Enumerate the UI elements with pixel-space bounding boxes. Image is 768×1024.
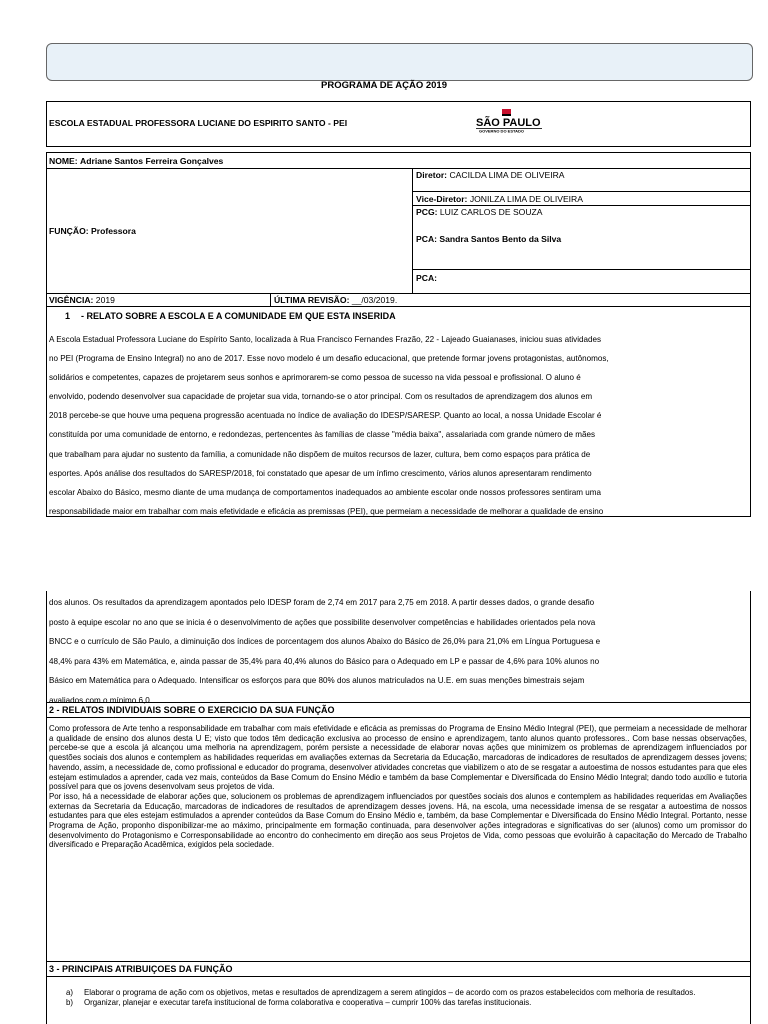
funcao-label: FUNÇÃO: [49,226,89,236]
section1-line: 2018 percebe-se que houve uma pequena progressão acentuada no índice de avaliação do IDESP/SARESP. Quanto ao local, a nossa Unidade Escolar é [49,411,602,421]
section1-line: solidários e competentes, capazes de projetarem seus sonhos e aprimorarem-se como pessoa de sucesso na vida pessoal e profissional. O aluno é [49,373,581,383]
funcao-value: Professora [91,226,136,236]
section1-line: que trabalham para ajudar no sustento da família, a comunidade não dispõem de muitos recursos de lazer, cultura, bem como espaços para prática de [49,449,591,459]
staff-pca-2 [416,273,437,283]
section2-paragraph: Por isso, há a necessidade de elaborar ações que, solucionem os problemas de aprendizagem influenciados por questões sociais dos alunos e contemplem as habilidades requeridas em Avaliações externas da Secretaria da Educação, marcadoras de indicadores de resultados de aprendizagem desses jovens. Há, na escola, uma necessidade imensa de se resgatar a autoestima de nossos estudantes para que eles estejam estimulados a aprender conteúdos da Base Comum do Ensino Médio e, também, da base Complementar e Diversificada do Ensino Médio Integral. Portanto, nesse Programa de Ação, proponho disponibilizar-me ao máximo, principalmente em formação continuada, para desenvolver ações integradoras e significativas do ser (alunos) como um promissor do desenvolvimento do Protagonismo e Corresponsabilidade ao encontro do conhecimento em direção aos seus Projetos de Vida, como pessoas que evoluirão à capacitação do Mercado de Trabalho diversificado e Preparação Acadêmica, exigidos pela sociedade. [49,791,747,850]
staff-label: Vice-Diretor: [416,194,468,204]
section1-line: envolvido, podendo desenvolver sua capacidade de projetar sua vida, tornando-se o ator principal. Com os resultados de aprendizagem dos alunos em [49,392,593,402]
revisao-field [274,295,397,305]
school-name: ESCOLA ESTADUAL PROFESSORA LUCIANE DO ESPIRITO SANTO - PEI [49,118,348,128]
staff-divider [412,269,751,270]
staff-pca [416,234,561,244]
vigencia-divider [270,293,271,307]
logo-main-text: SÃO PAULO [476,117,541,129]
section2-paragraph: Como professora de Arte tenho a responsabilidade em trabalhar com mais efetividade e eficácia as premissas do Programa de Ensino Médio Integral (PEI), que permeiam a necessidade de melhorar a qualidade de ensino dos alunos desta U E; visto que todos têm dedicação exclusiva ao processo de ensino e aprendizagem, tanto alunos quanto professores.. Com base nessas observações, percebe-se que a escola já alcançou uma melhoria na aprendizagem, porém persiste a necessidade de elaborar novas ações que minimizem os problemas de aprendizagem influenciados por questões sociais dos alunos e contemplem as habilidades requeridas em avaliações externas da Secretaria da Educação, marcadoras de indicadores de resultados de aprendizagem desses jovens; havendo, assim, a necessidade de, como profissional e educador do programa, desenvolver atividades concretas que viabilizem o ato de se resgatar a autoestima de nossos estudantes para que eles estejam estimulados a aprender, cada vez mais, conteúdos da Base Comum do Ensino Médio e também da base Complementar e Diversificada do Ensino Médio Integral; dando todo auxílio e tutoria possível para que os jovens desenvolvam seus projetos de vida. [49,724,747,792]
list-marker: b) [66,997,74,1007]
staff-value: LUIZ CARLOS DE SOUZA [439,207,543,217]
staff-value: CACILDA LIMA DE OLIVEIRA [449,170,565,180]
header-banner [46,43,753,81]
vigencia-row [46,293,751,307]
section1-line: no PEI (Programa de Ensino Integral) no ano de 2017. Esse novo modelo é um desafio educacional, que pretende formar jovens protagonistas, autônomos, [49,354,609,364]
list-text: Elaborar o programa de ação com os objetivos, metas e resultados de aprendizagem a serem atingidos – de acordo com os prazos estabelecidos com melhoria de resultados. [84,988,696,997]
continuation-line: dos alunos. Os resultados da aprendizagem apontados pelo IDESP foram de 2,74 em 2017 para 2,75 em 2018. A partir desses dados, o grande desafio [49,598,595,607]
sao-paulo-logo [472,109,546,131]
section1-title-text: - RELATO SOBRE A ESCOLA E A COMUNIDADE EM QUE ESTA INSERIDA [81,311,396,321]
funcao-field [49,226,136,236]
continuation-line: 48,4% para 43% em Matemática, e, ainda passar de 35,4% para 40,4% alunos do Básico para o Adequado em LP e passar de 4,6% para 10% alunos no [49,656,600,666]
funcao-block [46,168,751,294]
program-title: PROGRAMA DE AÇÃO 2019 [321,80,447,91]
list-marker: a) [66,988,74,997]
section1-line: responsabilidade maior em trabalhar com mais efetividade e eficácia as premissas (PEI), que permeiam a necessidade de melhorar a qualidade de ensino [49,506,604,516]
list-text: Organizar, planejar e executar tarefa institucional de forma colaborativa e cooperativa – cumprir 100% das tarefas institucionais. [84,997,532,1007]
staff-diretor [416,170,565,180]
section1-body [49,330,744,521]
section3-list [66,988,736,1007]
continuation-line: posto à equipe escolar no ano que se inicia é o desenvolvimento de ações que possibilite desenvolver competências e habilidades orientados pela nova [49,617,596,627]
vigencia-label: VIGÊNCIA: [49,295,94,305]
section1-number: 1 [65,311,71,321]
section3-title: 3 - PRINCIPAIS ATRIBUIÇOES DA FUNÇÃO [49,964,233,974]
section1-line: esportes. Após análise dos resultados do SARESP/2018, foi constatado que apesar de um ínfimo crescimento, vários alunos apresentaram rendimento [49,468,592,478]
staff-label: PCG: [416,207,438,217]
continuation-body [49,593,744,710]
staff-value: JONILZA LIMA DE OLIVEIRA [469,194,583,204]
staff-divider [412,205,751,206]
vigencia-value: 2019 [95,295,115,305]
section1-line: escolar Abaixo do Básico, mesmo diante de uma mudança de comportamentos inadequados ao ambiente escolar onde nossos professores sentiram uma [49,487,602,497]
section1-title [65,311,396,321]
continuation-line: avaliados com o mínimo 6,0 [49,695,150,705]
staff-label: Diretor: [416,170,448,180]
continuation-line: BNCC e o currículo de São Paulo, a diminuição dos índices de porcentagem dos alunos Abaixo do Básico de 26,0% para 21,0% em Língua Portuguesa e [49,637,601,646]
revisao-value: __/03/2019. [351,295,398,305]
staff-label: PCA: [416,234,438,244]
staff-label: PCA: [416,273,438,283]
section2-title: 2 - RELATOS INDIVIDUAIS SOBRE O EXERCICIO DA SUA FUNÇÃO [49,705,335,715]
continuation-line: Básico em Matemática para o Adequado. Intensificar os esforços para que 80% dos alunos matriculados na U.E. em suas menções bimestrais sejam [49,676,585,685]
vigencia-field [49,295,115,305]
list-item [66,998,736,1008]
nome-label: NOME: [49,156,78,166]
staff-divider-vertical [412,168,413,294]
sao-paulo-logo-graphic [472,109,546,133]
nome-field [49,156,223,166]
staff-value: Sandra Santos Bento da Silva [439,234,562,244]
revisao-label: ÚLTIMA REVISÃO: [274,295,350,305]
logo-sub-text: GOVERNO DO ESTADO [479,128,525,133]
nome-value: Adriane Santos Ferreira Gonçalves [80,156,224,166]
staff-pcg [416,207,543,217]
staff-vice-diretor [416,194,583,204]
section1-line: constituída por uma comunidade de entorno, e redondezas, pertencentes às famílias de classe "média baixa", assalariada com grande número de mães [49,430,596,440]
list-item [66,988,736,998]
section2-body [49,724,747,850]
section1-line: A Escola Estadual Professora Luciane do Espírito Santo, localizada à Rua Francisco Fernandes Frazão, 22 - Lajeado Guaianases, iniciou suas atividades [49,335,602,344]
staff-divider [412,191,751,192]
